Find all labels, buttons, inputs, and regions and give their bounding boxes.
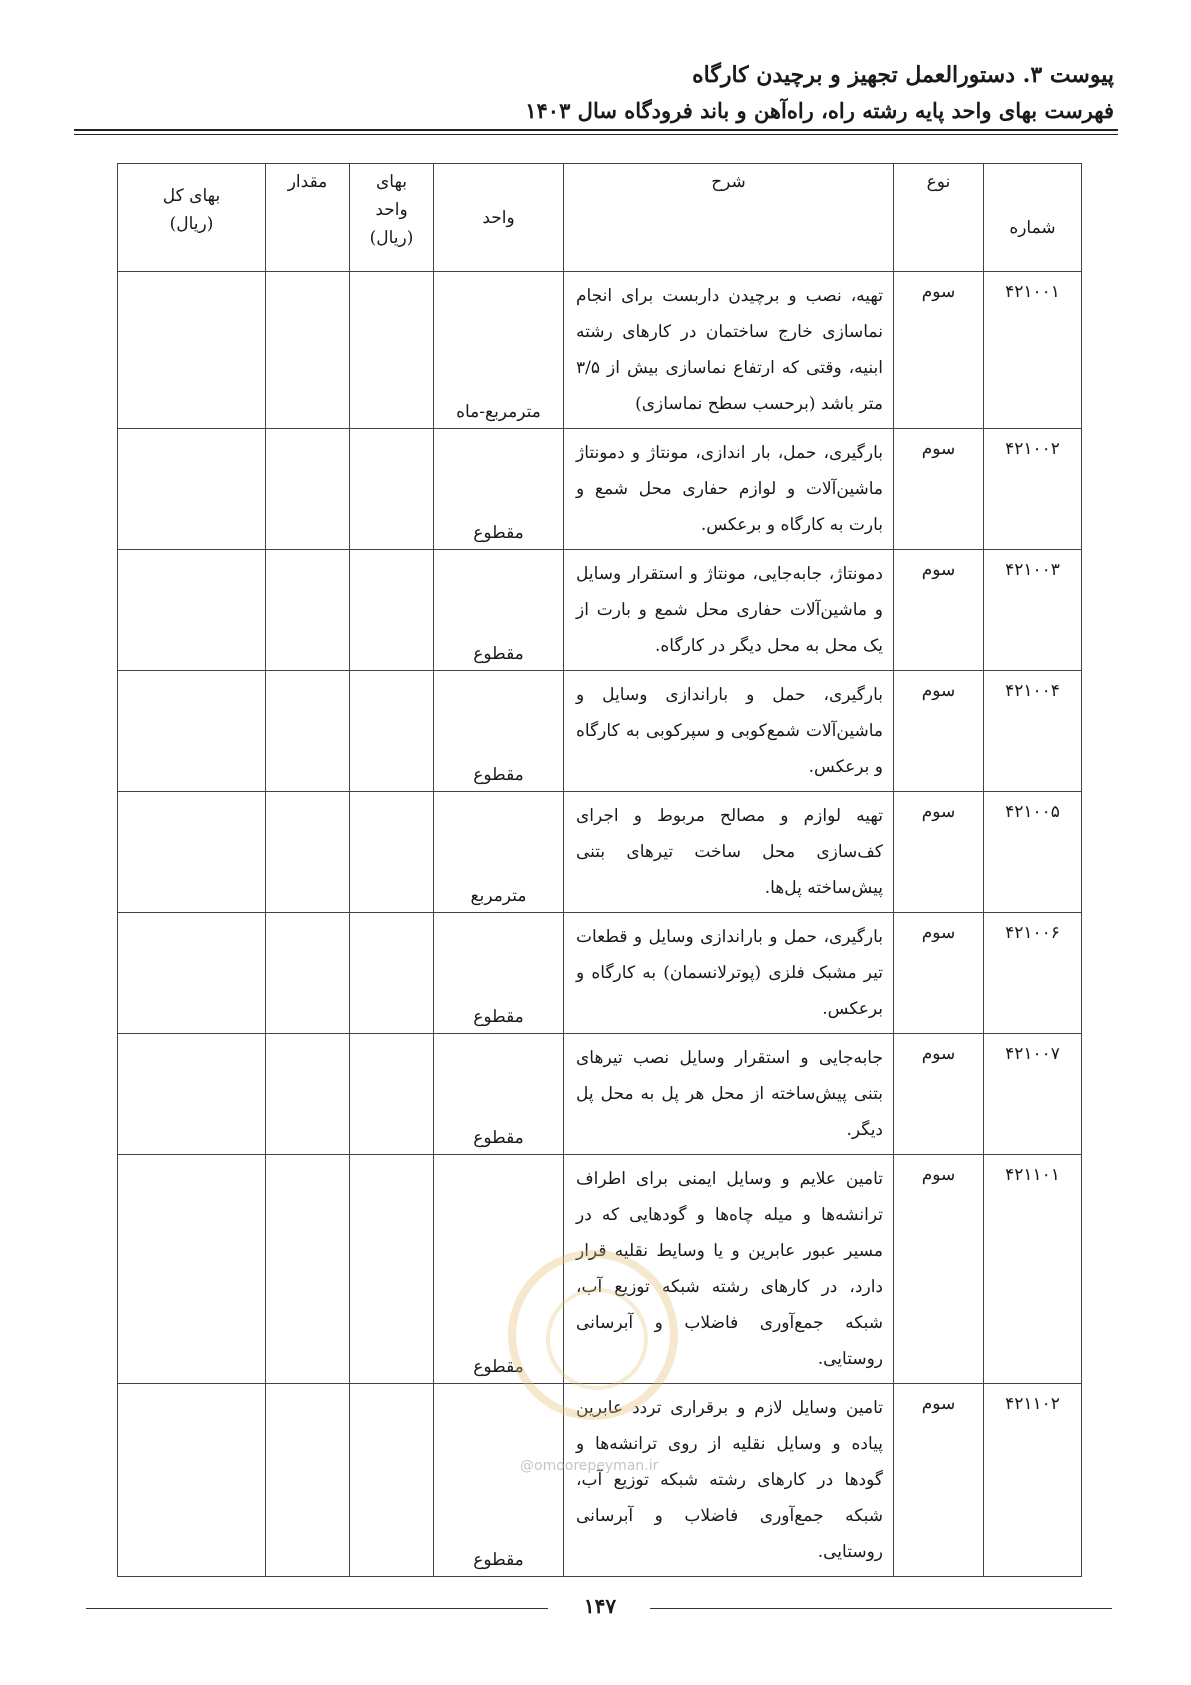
row-quantity: [266, 792, 350, 913]
header-rule-thin: [74, 134, 1118, 135]
row-unit: مترمربع-ماه: [434, 272, 564, 429]
row-unit-price: [350, 792, 434, 913]
row-description: جابه‌جایی و استقرار وسایل نصب تیرهای بتنی پیش‌ساخته از محل هر پل به محل پل دیگر.: [564, 1034, 894, 1155]
row-quantity: [266, 272, 350, 429]
row-quantity: [266, 1384, 350, 1577]
footer-rule-left: [86, 1608, 548, 1609]
row-number: ۴۲۱۰۰۱: [984, 272, 1082, 429]
row-number: ۴۲۱۰۰۵: [984, 792, 1082, 913]
row-unit-price: [350, 550, 434, 671]
row-description: تهیه، نصب و برچیدن داربست برای انجام نماسازی خارج ساختمان در کارهای رشته ابنیه، وقتی که ارتفاع نماسازی بیش از ۳/۵ متر باشد (برحسب سطح نماسازی): [564, 272, 894, 429]
header-subtitle: فهرست بهای واحد پایه رشته راه، راه‌آهن و باند فرودگاه سال ۱۴۰۳: [525, 98, 1114, 123]
row-type: سوم: [894, 792, 984, 913]
header-unit-price: بهای واحد (ریال): [350, 164, 434, 272]
row-unit: مترمربع: [434, 792, 564, 913]
row-quantity: [266, 913, 350, 1034]
row-number: ۴۲۱۰۰۶: [984, 913, 1082, 1034]
header-quantity: مقدار: [266, 164, 350, 272]
row-unit-price: [350, 913, 434, 1034]
row-total-price: [118, 1384, 266, 1577]
row-number: ۴۲۱۰۰۷: [984, 1034, 1082, 1155]
row-unit-price: [350, 1384, 434, 1577]
row-unit: مقطوع: [434, 913, 564, 1034]
row-type: سوم: [894, 671, 984, 792]
row-total-price: [118, 1155, 266, 1384]
header-rule-thick: [74, 129, 1118, 131]
row-unit: مقطوع: [434, 1384, 564, 1577]
row-total-price: [118, 550, 266, 671]
header-type: نوع: [894, 164, 984, 272]
footer-rule-right: [650, 1608, 1112, 1609]
row-total-price: [118, 913, 266, 1034]
row-unit: مقطوع: [434, 671, 564, 792]
row-total-price: [118, 272, 266, 429]
row-quantity: [266, 1034, 350, 1155]
row-unit: مقطوع: [434, 429, 564, 550]
row-description: تامین علایم و وسایل ایمنی برای اطراف ترانشه‌ها و میله چاه‌ها و گودهایی که در مسیر عبور عابرین و یا وسایط نقلیه قرار دارد، در کارهای رشته شبکه توزیع آب، شبکه جمع‌آوری فاضلاب و آبرسانی روستایی.: [564, 1155, 894, 1384]
row-description: بارگیری، حمل، بار اندازی، مونتاژ و دمونتاژ ماشین‌آلات و لوازم حفاری محل شمع و بارت به کارگاه و برعکس.: [564, 429, 894, 550]
row-quantity: [266, 429, 350, 550]
header-total-price: بهای کل (ریال): [118, 164, 266, 272]
row-description: دمونتاژ، جابه‌جایی، مونتاژ و استقرار وسایل و ماشین‌آلات حفاری محل شمع و بارت از یک محل به محل دیگر در کارگاه.: [564, 550, 894, 671]
header-description: شرح: [564, 164, 894, 272]
table-row: [118, 1034, 1082, 1155]
row-description: تهیه لوازم و مصالح مربوط و اجرای کف‌سازی محل ساخت تیرهای بتنی پیش‌ساخته پل‌ها.: [564, 792, 894, 913]
row-number: ۴۲۱۰۰۳: [984, 550, 1082, 671]
table-header-row: [118, 164, 1082, 272]
table-row: [118, 550, 1082, 671]
row-type: سوم: [894, 1155, 984, 1384]
row-description: تامین وسایل لازم و برقراری تردد عابرین پیاده و وسایل نقلیه از روی ترانشه‌ها و گودها در کارهای رشته شبکه توزیع آب، شبکه جمع‌آوری فاضلاب و آبرسانی روستایی.: [564, 1384, 894, 1577]
row-number: ۴۲۱۰۰۲: [984, 429, 1082, 550]
row-unit: مقطوع: [434, 550, 564, 671]
row-total-price: [118, 429, 266, 550]
row-number: ۴۲۱۰۰۴: [984, 671, 1082, 792]
row-total-price: [118, 671, 266, 792]
row-type: سوم: [894, 272, 984, 429]
row-quantity: [266, 1155, 350, 1384]
table-row: [118, 913, 1082, 1034]
row-unit-price: [350, 272, 434, 429]
table-row: [118, 671, 1082, 792]
row-type: سوم: [894, 1034, 984, 1155]
table-row: [118, 272, 1082, 429]
page-number: ۱۴۷: [583, 1594, 617, 1618]
row-total-price: [118, 1034, 266, 1155]
row-total-price: [118, 792, 266, 913]
row-unit-price: [350, 429, 434, 550]
header-number: شماره: [984, 164, 1082, 272]
row-type: سوم: [894, 550, 984, 671]
row-unit-price: [350, 671, 434, 792]
table-row: [118, 792, 1082, 913]
row-description: بارگیری، حمل و باراندازی وسایل و ماشین‌آلات شمع‌کوبی و سپرکوبی به کارگاه و برعکس.: [564, 671, 894, 792]
row-unit: مقطوع: [434, 1155, 564, 1384]
row-number: ۴۲۱۱۰۲: [984, 1384, 1082, 1577]
row-unit-price: [350, 1155, 434, 1384]
row-description: بارگیری، حمل و باراندازی وسایل و قطعات تیر مشبک فلزی (پوترلانسمان) به کارگاه و برعکس.: [564, 913, 894, 1034]
row-unit: مقطوع: [434, 1034, 564, 1155]
header-title: پیوست ۳. دستورالعمل تجهیز و برچیدن کارگاه: [692, 62, 1114, 88]
row-quantity: [266, 550, 350, 671]
watermark-text: @omoorepeyman.ir: [520, 1458, 659, 1474]
table-row: [118, 429, 1082, 550]
row-quantity: [266, 671, 350, 792]
row-type: سوم: [894, 429, 984, 550]
row-number: ۴۲۱۱۰۱: [984, 1155, 1082, 1384]
watermark-seal: [508, 1250, 678, 1420]
row-type: سوم: [894, 913, 984, 1034]
row-type: سوم: [894, 1384, 984, 1577]
header-unit: واحد: [434, 164, 564, 272]
row-unit-price: [350, 1034, 434, 1155]
